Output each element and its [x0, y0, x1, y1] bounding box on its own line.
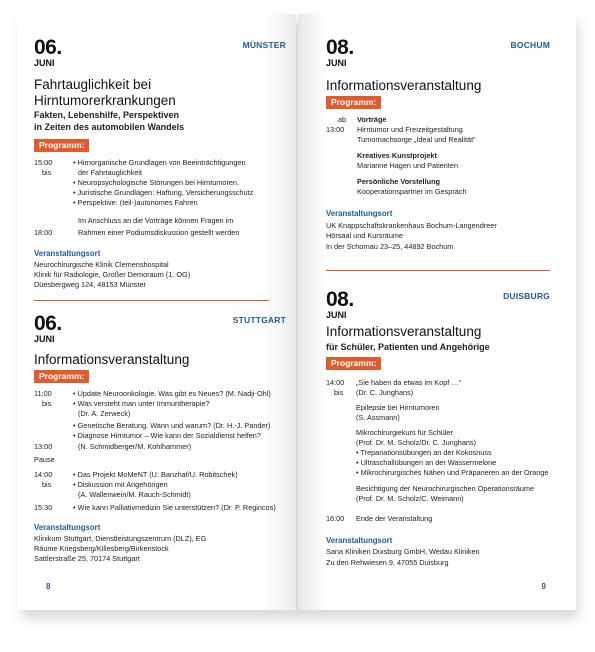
venue-label: Veranstaltungsort — [326, 536, 393, 545]
section-divider — [326, 270, 550, 271]
left-page — [18, 14, 296, 610]
event-subtitle-line2: in Zeiten des automobilen Wandels — [34, 122, 185, 132]
event-day: 08. — [326, 288, 354, 311]
event-month: JUNI — [326, 58, 347, 68]
event-title: Informationsveranstaltung — [34, 352, 190, 367]
time-label: bis — [42, 480, 52, 489]
program-item: Im Anschluss an die Vorträge können Fragen im — [78, 216, 234, 225]
program-item: • Perspektive: (teil-)autonomes Fahren — [73, 198, 198, 207]
event-city: MÜNSTER — [242, 40, 286, 50]
program-item: (Dr. C. Junghans) — [356, 388, 414, 397]
venue-line: Düesbergweg 124, 48153 Münster — [34, 280, 146, 289]
time-label: 13:00 — [326, 125, 345, 134]
venue-line: Sana Kliniken Duisburg GmbH, Wedau Kliniken — [326, 547, 480, 556]
page-number: 9 — [541, 582, 546, 591]
venue-line: UK Knappschaftskrankenhaus Bochum-Langendreer — [326, 221, 497, 230]
program-item: Mikrochirurgiekurs für Schüler — [356, 428, 453, 437]
program-item: • Neuropsychologische Störungen bei Hirntumoren. — [73, 178, 240, 187]
event-title-line1: Fahrtauglichkeit bei — [34, 77, 152, 92]
program-item: • Update Neuroonkologie. Was gibt es Neues? (M. Nadji-Ohl) — [73, 389, 271, 398]
time-start: 15:00 — [34, 158, 53, 167]
venue-line: Neurochirurgische Klinik Clemenshospital — [34, 260, 169, 269]
program-item: • Was versteht man unter Immuntherapie? — [73, 399, 210, 408]
venue-label: Veranstaltungsort — [34, 249, 101, 258]
venue-line: Räume Kriegsberg/Killesberg/Birkenstock — [34, 544, 169, 553]
program-label: Programm: — [34, 139, 89, 152]
program-item: Hirntumor und Freizeitgestaltung — [357, 125, 463, 134]
pause-label: Pause — [34, 455, 55, 464]
event-day: 06. — [34, 312, 62, 335]
program-item: (A. Wallenwein/M. Rauch-Schmidt) — [78, 490, 191, 499]
venue-line: Sattlerstraße 25, 70174 Stuttgart — [34, 554, 140, 563]
program-label: Programm: — [326, 357, 381, 370]
event-title: Informationsveranstaltung — [326, 78, 482, 93]
event-day: 06. — [34, 36, 62, 59]
venue-label: Veranstaltungsort — [326, 209, 393, 218]
event-city: BOCHUM — [510, 40, 550, 50]
program-item: • Ultraschallübungen an der Wassermelone — [356, 458, 497, 467]
event-day: 08. — [326, 36, 354, 59]
time-label: 13:00 — [34, 442, 53, 451]
time-label: bis — [42, 399, 52, 408]
time-label: 11:00 — [34, 389, 52, 398]
program-item: • Das Projekt MoMeNT (U. Banzhaf/U. Robitschek) — [73, 470, 238, 479]
program-heading: Persönliche Vorstellung — [357, 177, 440, 186]
program-item: (Prof. Dr. M. Scholz/Dr. C. Junghans) — [356, 438, 477, 447]
program-item: der Fahrtauglichkeit — [78, 168, 143, 177]
program-item: Rahmen einer Podiumsdiskussion gestellt werden — [78, 228, 240, 237]
section-divider — [34, 300, 269, 301]
time-bis: bis — [42, 168, 52, 177]
program-item: (Prof. Dr. M. Scholz/C. Weimann) — [356, 494, 464, 503]
venue-line: In der Schornau 23–25, 44892 Bochum — [326, 242, 454, 251]
event-title-line2: Hirntumorerkrankungen — [34, 93, 176, 108]
program-item: Marianne Hagen und Patienten — [357, 161, 459, 170]
time-label: bis — [334, 388, 344, 397]
program-item: • Trepanationsübungen an der Kokosnuss — [356, 448, 492, 457]
program-label: Programm: — [326, 96, 381, 109]
program-item: • Wie kann Palliativmedizin Sie unterstützen? (Dr. P. Regincos) — [73, 503, 276, 512]
venue-line: Zu den Rehwiesen 9, 47055 Duisburg — [326, 558, 449, 567]
event-city: DUISBURG — [503, 291, 550, 301]
time-label: ab — [338, 115, 347, 124]
program-item: • Mikrochirurgisches Nähen und Präparieren an der Orange — [356, 468, 549, 477]
program-item: (N. Schmidberger/M. Kohlhammer) — [78, 442, 192, 451]
program-item: Kooperationspartner im Gespräch — [357, 187, 467, 196]
venue-line: Hörsaal und Kursräume — [326, 231, 404, 240]
venue-label: Veranstaltungsort — [34, 523, 101, 532]
program-item: • Hirnorganische Grundlagen von Beeinträchtigungen — [73, 158, 246, 167]
event-city: STUTTGART — [232, 315, 286, 325]
time-label: 15:30 — [34, 503, 53, 512]
venue-line: Klinik für Radiologie, Großer Demoraum (1. OG) — [34, 270, 191, 279]
program-item: Epilepsie bei Hirntumoren — [356, 403, 440, 412]
program-item: Besichtigung der Neurochirurgischen Operationsräume — [356, 484, 535, 493]
program-heading: Vorträge — [357, 115, 387, 124]
right-page — [298, 14, 576, 610]
program-item: • Diskussion mit Angehörigen — [73, 480, 168, 489]
program-item: • Diagnose Hirntumor – Wie kann der Sozialdienst helfen? — [73, 431, 261, 440]
program-item: Tumornachsorge „Ideal und Realität“ — [357, 135, 476, 144]
program-heading: Kreatives Kunstprojekt — [357, 151, 437, 160]
event-month: JUNI — [326, 310, 347, 320]
event-subtitle: für Schüler, Patienten und Angehörige — [326, 342, 490, 352]
time-label: 14:00 — [34, 470, 53, 479]
program-item: „Sie haben da etwas im Kopf …“ — [356, 378, 462, 387]
time-label: 16:00 — [326, 514, 345, 523]
program-item: Ende der Veranstaltung — [356, 514, 433, 523]
program-item: • Juristische Grundlagen: Haftung, Versicherungsschutz — [73, 188, 254, 197]
event-subtitle-line1: Fakten, Lebenshilfe, Perspektiven — [34, 110, 180, 120]
time-label: 14:00 — [326, 378, 345, 387]
program-label: Programm: — [34, 370, 89, 383]
event-month: JUNI — [34, 334, 55, 344]
program-item: (S. Assmann) — [356, 413, 400, 422]
time-end: 18:00 — [34, 228, 53, 237]
program-item: (Dr. A. Zerweck) — [78, 409, 131, 418]
venue-line: Klinikum Stuttgart, Dienstleistungszentrum (DLZ), EG — [34, 534, 207, 543]
program-item: • Genetische Beratung. Wann und warum? (Dr. H.-J. Pander) — [73, 421, 271, 430]
page-number: 8 — [46, 582, 51, 591]
event-month: JUNI — [34, 58, 55, 68]
event-title: Informationsveranstaltung — [326, 324, 482, 339]
